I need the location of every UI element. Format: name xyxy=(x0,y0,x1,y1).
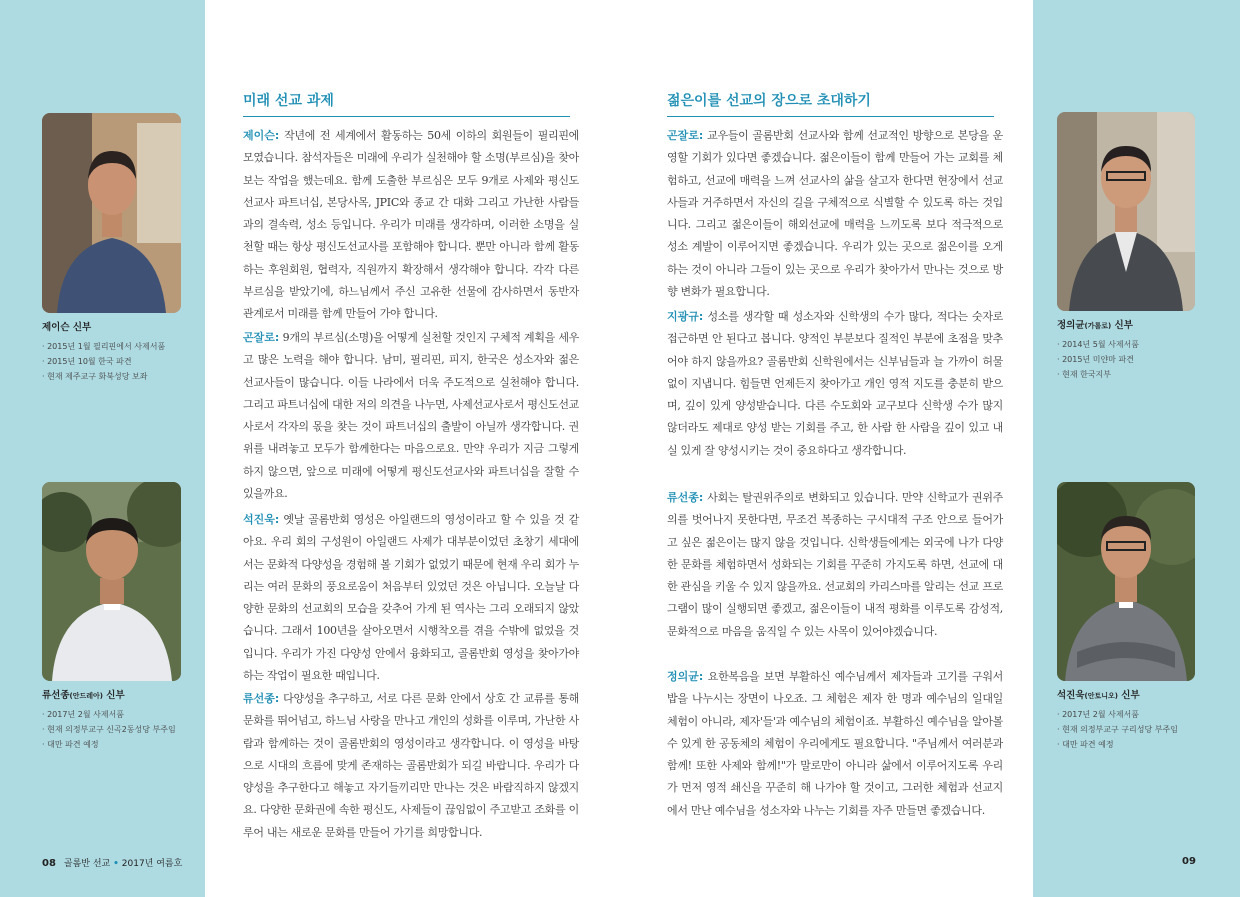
profile-detail: · 대만 파견 예정 xyxy=(1057,737,1232,752)
paragraph-text: 다양성을 추구하고, 서로 다른 문화 안에서 상호 간 교류를 통해 문화를 뛰어넘고, 하느님 사랑을 만나고 개인의 성화를 이루며, 가난한 사람과 함께하는 것이 골롬반회의 영성이라고 생각합니다. 이 영성을 바탕으로 시대의 흐름에 맞게 존재하는 골롬반회가 되길 바랍니다. 우리가 다양성을 추구한다고 해놓고 자기들끼리만 만나는 것은 바람직하지 않겠지요. 다양한 문화권에 속한 평신도, 사제들이 끊임없이 주고받고 조화를 이루어 내는 새로운 문화를 만들어 가기를 희망합니다. xyxy=(243,692,579,839)
section-title-future-mission: 미래 선교 과제 xyxy=(243,90,570,117)
discussion-paragraph xyxy=(243,688,579,844)
right-page-footer xyxy=(1182,856,1204,867)
paragraph-text: 교우들이 골롬반회 선교사와 함께 선교적인 방향으로 본당을 운영할 기회가 있다면 좋겠습니다. 젊은이들이 함께 만들어 가는 교회를 체험하고, 선교에 매력을 느껴 선교사의 삶을 살고자 한다면 현장에서 선교사들과 거주하면서 자신의 길을 구체적으로 식별할 수 있도록 하는 것입니다. 그리고 젊은이들이 해외선교에 매력을 느끼도록 보다 적극적으로 성소 계발이 이루어지면 좋겠습니다. 우리가 있는 곳으로 젊은이를 오게 하는 것이 아니라 그들이 있는 곳으로 우리가 찾아가서 만나는 것으로 방향 변화가 필요합니다. xyxy=(667,129,1003,299)
profile-detail: · 2017년 2월 사제서품 xyxy=(42,707,202,722)
discussion-paragraph xyxy=(667,306,1003,462)
speaker-name: 류선종: xyxy=(667,491,704,504)
profile-detail: · 현재 한국지부 xyxy=(1057,367,1227,382)
speaker-name: 석진욱: xyxy=(243,513,280,526)
portrait-jeong-image xyxy=(1057,112,1195,311)
profile-name: 제이슨 신부 xyxy=(42,322,92,333)
profile-detail: · 2017년 2월 사제서품 xyxy=(1057,707,1232,722)
profile-details xyxy=(1057,337,1227,382)
publication-name: 골롬반 선교 xyxy=(63,859,111,869)
profile-detail: · 2015년 1월 필리핀에서 사제서품 xyxy=(42,339,202,354)
profile-caption-seok xyxy=(1057,688,1232,752)
paragraph-text: 9개의 부르심(소명)을 어떻게 실천할 것인지 구체적 계획을 세우고 많은 노력을 해야 합니다. 남미, 필리핀, 피지, 한국은 성소자와 젊은 선교사들이 많습니다. 이들 나라에서 더욱 주도적으로 실천해야 합니다. 그리고 파트너십에 대한 저의 의견을 나누면, 사제선교사로서 평신도선교사로서 각자의 몫을 찾는 것이 파트너십의 출발이 아닐까 생각합니다. 권위를 내려놓고 모두가 함께한다는 마음으로요. 만약 우리가 지금 그렇게 하지 않으면, 앞으로 미래에 어떻게 평신도선교사와 파트너십을 잘할 수 있을까요. xyxy=(243,331,579,501)
speaker-name: 류선종: xyxy=(243,692,280,705)
issue-label: 2017년 여름호 xyxy=(121,859,183,869)
speaker-name: 정의균: xyxy=(667,670,704,683)
discussion-paragraph xyxy=(243,327,579,505)
profile-detail: · 현재 의정부교구 신곡2동성당 부주임 xyxy=(42,722,202,737)
speaker-name: 제이슨: xyxy=(243,129,280,142)
speaker-name: 지광규: xyxy=(667,310,704,323)
profile-name: 정의균(가롤로) 신부 xyxy=(1057,320,1133,331)
portrait-photo-seok xyxy=(1057,482,1195,681)
profile-caption-jason xyxy=(42,320,202,384)
portrait-photo-ryu xyxy=(42,482,181,681)
discussion-paragraph xyxy=(667,487,1003,643)
portrait-seok-image xyxy=(1057,482,1195,681)
profile-caption-ryu xyxy=(42,688,202,752)
portrait-ryu-image xyxy=(42,482,181,681)
profile-detail: · 현재 제주교구 화북성당 보좌 xyxy=(42,369,202,384)
profile-caption-jeong xyxy=(1057,318,1227,382)
profile-detail: · 대만 파견 예정 xyxy=(42,737,202,752)
discussion-paragraph xyxy=(243,125,579,326)
discussion-paragraph xyxy=(667,125,1003,303)
speaker-name: 곤잘로: xyxy=(243,331,280,344)
page-number: 08 xyxy=(42,858,56,869)
footer-separator: • xyxy=(113,859,119,869)
portrait-photo-jason xyxy=(42,113,181,313)
paragraph-text: 사회는 탈권위주의로 변화되고 있습니다. 만약 신학교가 권위주의를 벗어나지 못한다면, 무조건 복종하는 구시대적 구조 안으로 들어가고 싶은 젊은이는 많지 않을 것입니다. 신학생들에게는 외국에 나가 다양한 문화를 체험하면서 성화되는 기회를 꾸준히 가지도록 하면, 선교에 대한 관심을 키울 수 있지 않을까요. 선교회의 카리스마를 알리는 선교 프로그램이 많이 실행되면 좋겠고, 젊은이들이 내적 평화를 이루도록 감성적, 문화적으로 마음을 움직일 수 있는 사목이 있어야겠습니다. xyxy=(667,491,1003,638)
profile-details xyxy=(42,339,202,384)
profile-name: 석진욱(안토니오) 신부 xyxy=(1057,690,1140,701)
paragraph-text: 작년에 전 세계에서 활동하는 50세 이하의 회원들이 필리핀에 모였습니다. 참석자들은 미래에 우리가 실천해야 할 소명(부르심)을 찾아보는 작업을 했는데요. 함께 도출한 부르심은 모두 9개로 사제와 평신도선교사 파트너십, 본당사목, JPIC와 종교 간 대화 그리고 가난한 사람들과의 결속력, 성소 등입니다. 우리가 미래를 생각하며, 이러한 소명을 실천할 때는 항상 평신도선교사를 포함해야 합니다. 뿐만 아니라 함께 활동하는 후원회원, 협력자, 직원까지 확장해서 생각해야 합니다. 각각 다른 부르심을 받았기에, 하느님께서 주신 고유한 선물에 감사하면서 동반자 관계로서 미래를 함께 만들어 가야 합니다. xyxy=(243,129,579,321)
profile-detail: · 2014년 5월 사제서품 xyxy=(1057,337,1227,352)
section-title-invite-youth: 젊은이를 선교의 장으로 초대하기 xyxy=(667,90,994,117)
profile-detail: · 현재 의정부교구 구리성당 부주임 xyxy=(1057,722,1232,737)
profile-name: 류선종(안드레아) 신부 xyxy=(42,690,125,701)
speaker-name: 곤잘로: xyxy=(667,129,704,142)
left-page-footer xyxy=(42,856,182,869)
paragraph-text: 요한복음을 보면 부활하신 예수님께서 제자들과 고기를 구워서 밥을 나누시는 장면이 나오죠. 그 체험은 제자 한 명과 예수님의 일대일 체험이 아니라, 제자'들'과 예수님의 체험이죠. 부활하신 예수님을 알아볼 수 있게 한 공동체의 체험이 우리에게도 필요합니다. "주님께서 여러분과 함께! 또한 사제와 함께!"가 말로만이 아니라 삶에서 이루어지도록 우리가 먼저 영적 쇄신을 꾸준히 해 나가야 할 것이고, 그러한 체험과 선교지에서 만난 예수님을 성소자와 나누는 기회를 자주 만들면 좋겠습니다. xyxy=(667,670,1003,817)
profile-details xyxy=(42,707,202,752)
paragraph-text: 옛날 골롬반회 영성은 아일랜드의 영성이라고 할 수 있을 것 같아요. 우리 회의 구성원이 아일랜드 사제가 대부분이었던 초창기 세대에서는 문화적 다양성을 경험해 볼 기회가 없었기 때문에 현재 우리 회가 누리는 여러 문화의 풍요로움이 처음부터 있었던 것은 아닙니다. 오늘날 다양한 문화의 선교회의 모습을 갖추어 가게 된 역사는 그리 오래되지 않았습니다. 그래서 100년을 살아오면서 시행착오를 겪을 수밖에 없었을 것입니다. 우리가 가진 다양성 안에서 융화되고, 골롬반회 영성을 찾아가야 하는 작업이 필요한 때입니다. xyxy=(243,513,579,683)
portrait-jason-image xyxy=(42,113,181,313)
profile-detail: · 2015년 미얀마 파견 xyxy=(1057,352,1227,367)
discussion-paragraph xyxy=(243,509,579,687)
profile-detail: · 2015년 10월 한국 파견 xyxy=(42,354,202,369)
discussion-paragraph xyxy=(667,666,1003,822)
page-number: 09 xyxy=(1182,856,1196,867)
paragraph-text: 성소를 생각할 때 성소자와 신학생의 수가 많다, 적다는 숫자로 접근하면 안 된다고 봅니다. 양적인 부분보다 질적인 부분에 초점을 맞추어야 하지 않을까요? 골롬반회 신학원에서는 신부님들과 늘 가까이 허물없이 지냅니다. 힘들면 언제든지 찾아가고 개인 영적 지도를 충분히 받으며, 깊이 있게 양성받습니다. 다른 수도회와 교구보다 신학생 수가 많지 않더라도 제대로 양성 받는 기회를 주고, 한 사람 한 사람을 깊이 있고 내실 있게 잘 양성시키는 것이 중요하다고 생각합니다. xyxy=(667,310,1003,457)
profile-details xyxy=(1057,707,1232,752)
portrait-photo-jeong xyxy=(1057,112,1195,311)
